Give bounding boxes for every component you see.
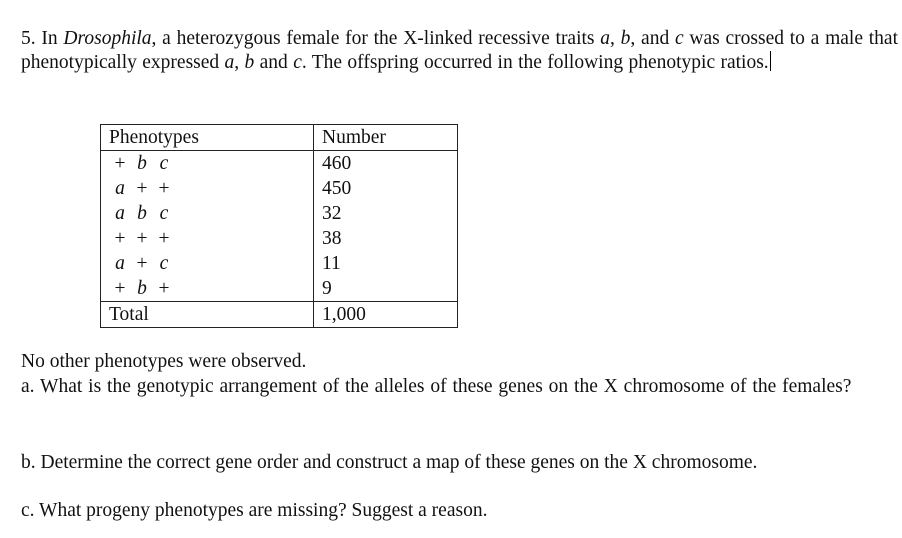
gene-1: + — [114, 278, 126, 299]
phenotype-cell — [101, 176, 314, 201]
question-intro — [21, 27, 898, 75]
total-label: Total — [101, 302, 314, 328]
number-cell: 38 — [314, 226, 458, 251]
gene-3: c — [159, 153, 169, 174]
trait-b: b — [620, 28, 631, 49]
gene-1: + — [114, 153, 126, 174]
number-cell: 450 — [314, 176, 458, 201]
observation-note: No other phenotypes were observed. — [21, 351, 307, 372]
phenotype-cell — [101, 201, 314, 226]
text-cursor — [770, 51, 771, 71]
number-cell: 32 — [314, 201, 458, 226]
phenotype-cell — [101, 276, 314, 302]
header-number: Number — [314, 125, 458, 151]
gene-1: a — [115, 178, 125, 199]
trait-b-2: b — [244, 52, 255, 73]
intro-text-3: . The offspring occurred in the following phenotypic ratios. — [301, 52, 769, 73]
gene-2: + — [136, 228, 148, 249]
gene-3: c — [159, 253, 169, 274]
gene-3: + — [158, 228, 170, 249]
intro-text-2: was crossed to a male that phenotypically expressed — [21, 28, 898, 73]
total-number: 1,000 — [314, 302, 458, 328]
phenotype-cell — [101, 251, 314, 276]
intro-sep-2: , and — [630, 28, 670, 49]
number-cell: 460 — [314, 151, 458, 177]
gene-1: a — [115, 253, 125, 274]
phenotype-cell — [101, 226, 314, 251]
intro-text-1: , a heterozygous female for the X-linked recessive traits — [151, 28, 595, 49]
organism-name: Drosophila — [63, 28, 152, 49]
table-row — [101, 251, 458, 276]
table-header-row — [101, 125, 458, 151]
phenotype-table — [100, 124, 458, 328]
part-b: b. Determine the correct gene order and construct a map of these genes on the X chromosome. — [21, 452, 758, 473]
gene-2: b — [137, 203, 147, 224]
table-row — [101, 226, 458, 251]
header-phenotypes: Phenotypes — [101, 125, 314, 151]
part-c: c. What progeny phenotypes are missing? Suggest a reason. — [21, 500, 488, 521]
gene-2: + — [136, 253, 148, 274]
intro-sep-3: , — [234, 52, 240, 73]
intro-in: In — [41, 28, 58, 49]
part-a: a. What is the genotypic arrangement of the alleles of these genes on the X chromosome of the females? — [21, 376, 852, 397]
gene-3: + — [158, 178, 170, 199]
number-cell: 11 — [314, 251, 458, 276]
table-row — [101, 276, 458, 302]
trait-a: a — [600, 28, 611, 49]
intro-sep-1: , — [610, 28, 615, 49]
gene-3: + — [158, 278, 170, 299]
gene-2: + — [136, 178, 148, 199]
phenotype-cell — [101, 151, 314, 177]
gene-1: a — [115, 203, 125, 224]
table-row — [101, 151, 458, 177]
gene-2: b — [137, 153, 147, 174]
table-total-row — [101, 302, 458, 328]
table-row — [101, 176, 458, 201]
gene-2: b — [137, 278, 147, 299]
trait-c-2: c — [293, 52, 302, 73]
trait-c: c — [674, 28, 684, 49]
intro-sep-4: and — [259, 52, 288, 73]
trait-a-2: a — [224, 52, 235, 73]
question-number: 5. — [21, 28, 36, 49]
number-cell: 9 — [314, 276, 458, 302]
table-row — [101, 201, 458, 226]
gene-3: c — [159, 203, 169, 224]
gene-1: + — [114, 228, 126, 249]
